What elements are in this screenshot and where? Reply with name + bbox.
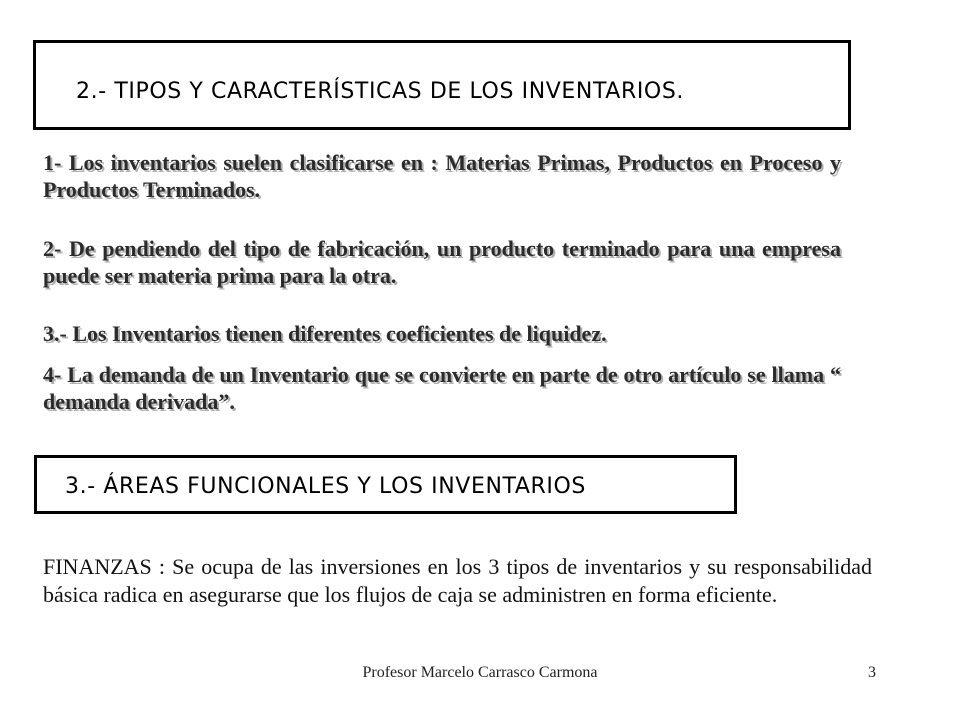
section-3-heading-box (34, 455, 737, 514)
footer-author: Profesor Marcelo Carrasco Carmona (362, 664, 598, 681)
section-2-heading-box (33, 40, 851, 130)
list-item: 1- Los inventarios suelen clasificarse en : Materias Primas, Productos en Proceso y Productos Terminados. (43, 150, 841, 202)
page-number: 3 (868, 664, 876, 681)
list-item: 4- La demanda de un Inventario que se convierte en parte de otro artículo se llama “ demanda derivada”. (43, 362, 841, 414)
list-item: 2- De pendiendo del tipo de fabricación, un producto terminado para una empresa puede ser materia prima para la otra. (43, 236, 841, 288)
list-item: 3.- Los Inventarios tienen diferentes coeficientes de liquidez. (43, 321, 607, 346)
section-2-title: 2.- TIPOS Y CARACTERÍSTICAS DE LOS INVENTARIOS. (76, 79, 684, 104)
section-3-title: 3.- ÁREAS FUNCIONALES Y LOS INVENTARIOS (65, 474, 586, 499)
finanzas-paragraph: FINANZAS : Se ocupa de las inversiones en los 3 tipos de inventarios y su responsabilidad básica radica en asegurarse que los flujos de caja se administren en forma eficiente. (43, 554, 872, 607)
